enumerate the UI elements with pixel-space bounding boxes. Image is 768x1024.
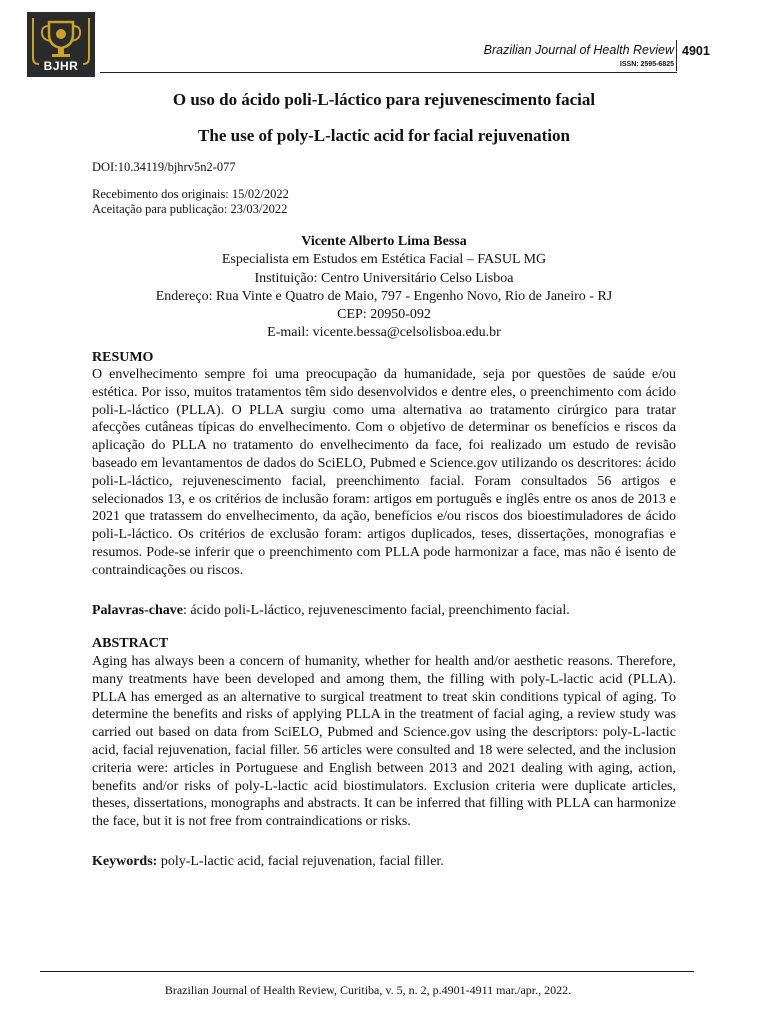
doi: DOI:10.34119/bjhrv5n2-077 xyxy=(92,160,236,174)
journal-name: Brazilian Journal of Health Review xyxy=(483,43,674,57)
journal-logo xyxy=(27,12,95,77)
accepted-date: Aceitação para publicação: 23/03/2022 xyxy=(92,202,288,216)
author-email: E-mail: vicente.bessa@celsolisboa.edu.br xyxy=(267,325,501,341)
abstract-heading: ABSTRACT xyxy=(92,636,169,651)
palavras-chave-text: : ácido poli-L-láctico, rejuvenescimento facial, preenchimento facial. xyxy=(182,603,570,618)
title-english: The use of poly-L-lactic acid for facial rejuvenation xyxy=(198,126,570,145)
palavras-chave-label: Palavras-chave xyxy=(92,603,183,618)
page-number: 4901 xyxy=(682,44,710,58)
header-rule xyxy=(100,72,677,73)
author-block xyxy=(0,233,768,343)
author-cep: CEP: 20950-092 xyxy=(337,307,431,323)
abstract-text: Aging has always been a concern of humanity, whether for health and/or aesthetic reasons. Therefore, many treatments have been developed and among them, the filling with poly-L-lactic acid (PLLA). PLLA has emerged as an alternative to surgical treatment to treat skin conditions typical of aging. To determine the benefits and risks of applying PLLA in the treatment of facial aging, a review study was carried out based on data from SciELO, Pubmed and Science.gov using the descriptors: poly-L-lactic acid, facial rejuvenation, facial filler. 56 articles were consulted and 18 were selected, and the inclusion criteria were: articles in Portuguese and English between 2013 and 2021 dealing with aging, action, benefits and/or risks of poly-L-lactic acid biostimulators. Exclusion criteria were duplicate articles, theses, dissertations, monographs and abstracts. It can be inferred that filling with PLLA can harmonize the face, but it is not free from contraindications or risks. xyxy=(92,654,676,830)
footer-rule xyxy=(40,971,694,972)
resumo-heading: RESUMO xyxy=(92,350,154,365)
resumo-body xyxy=(92,366,676,580)
title-portuguese: O uso do ácido poli-L-láctico para rejuvenescimento facial xyxy=(172,90,596,109)
abstract-body xyxy=(92,653,676,831)
keywords-text: poly-L-lactic acid, facial rejuvenation, facial filler. xyxy=(157,854,444,869)
issn: ISSN: 2595-6825 xyxy=(619,61,674,68)
author-institution: Instituição: Centro Universitário Celso Lisboa xyxy=(254,270,514,286)
received-date: Recebimento dos originais: 15/02/2022 xyxy=(92,187,289,201)
logo-text: BJHR xyxy=(43,59,79,73)
author-address: Endereço: Rua Vinte e Quatro de Maio, 797 - Engenho Novo, Rio de Janeiro - RJ xyxy=(155,288,613,304)
footer-citation: Brazilian Journal of Health Review, Curitiba, v. 5, n. 2, p.4901-4911 mar./apr., 2022. xyxy=(164,983,572,997)
author-name: Vicente Alberto Lima Bessa xyxy=(301,234,467,249)
resumo-keywords xyxy=(92,602,676,620)
abstract-keywords xyxy=(92,853,676,871)
resumo-text: O envelhecimento sempre foi uma preocupação da humanidade, seja por questões de saúde e/ou estética. Por isso, muitos tratamentos têm sido desenvolvidos e dentre eles, o preenchimento com ácido poli-L-láctico (PLLA). O PLLA surgiu como uma alternativa ao tratamento cirúrgico para tratar afecções cutâneas típicas do envelhecimento. Com o objetivo de determinar os benefícios e riscos da aplicação do PLLA no tratamento do envelhecimento da face, foi realizado um estudo de revisão baseado em levantamentos de dados do SciELO, Pubmed e Science.gov utilizando os descritores: ácido poli-L-láctico, rejuvenescimento facial, preenchimento facial. Foram consultados 56 artigos e selecionados 13, e os critérios de inclusão foram: artigos em português e inglês entre os anos de 2013 e 2021 que tratassem do envelhecimento, da ação, benefícios e/ou riscos dos bioestimuladores de ácido poli-L-láctico. Os critérios de exclusão foram: artigos duplicados, teses, dissertações, monografias e resumos. Pode-se inferir que o preenchimento com PLLA pode harmonizar a face, mas não é isento de contraindicações ou riscos. xyxy=(92,367,676,578)
keywords-label: Keywords: xyxy=(92,854,158,869)
header-divider xyxy=(676,40,677,71)
author-role: Especialista em Estudos em Estética Facial – FASUL MG xyxy=(221,252,547,268)
